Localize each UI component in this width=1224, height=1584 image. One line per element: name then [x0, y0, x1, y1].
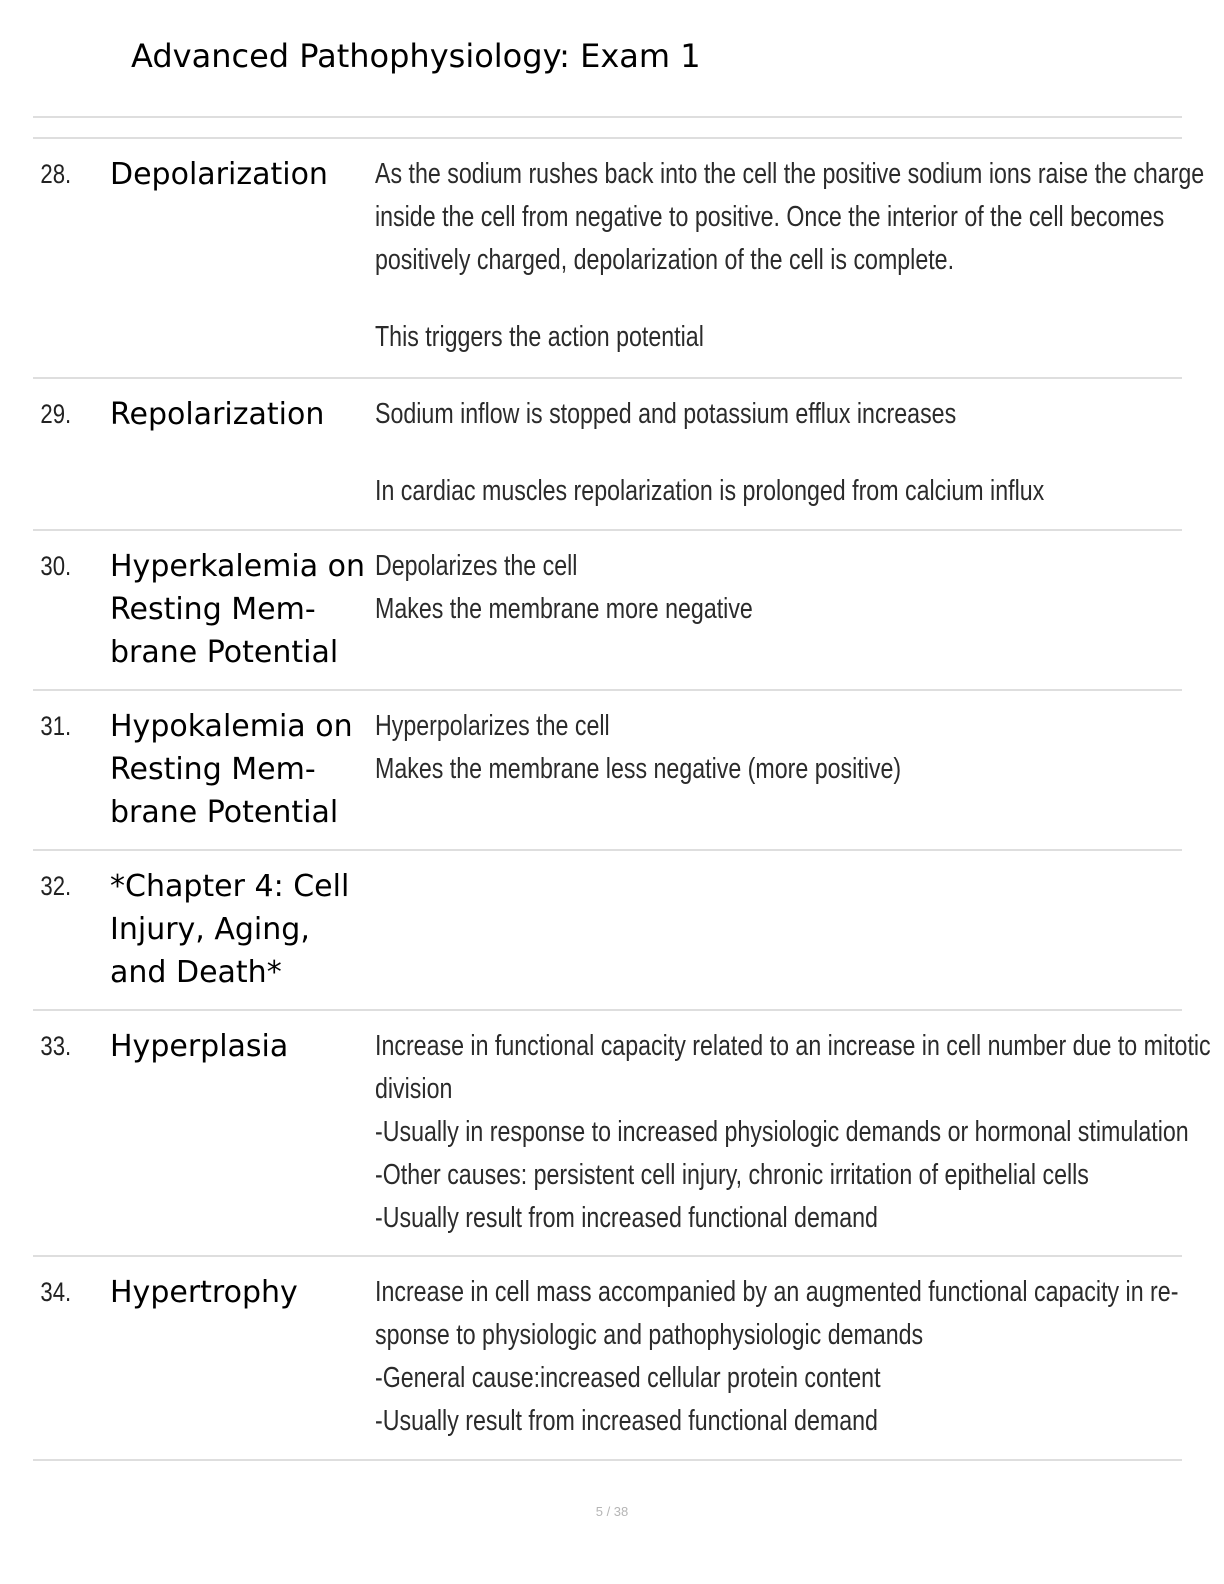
- card-number: 33.: [40, 1031, 72, 1061]
- card-definition-line: Makes the membrane less negative (more positive): [375, 753, 902, 785]
- card-definition-line: -Usually in response to increased physiologic demands or hormonal stimulation: [375, 1116, 1189, 1148]
- card-number: 30.: [40, 551, 72, 581]
- card-term: [110, 393, 375, 529]
- card-term-line: Depolarization: [110, 157, 328, 192]
- flashcard-row: [33, 1257, 1182, 1461]
- document-title: Advanced Pathophysiology: Exam 1: [131, 37, 701, 75]
- card-term-line: and Death*: [110, 955, 282, 990]
- definition-spacer: [375, 436, 1212, 470]
- card-term-line: Resting Mem-: [110, 752, 316, 787]
- card-definition: [375, 1025, 1224, 1255]
- flashcard-row: [33, 1011, 1211, 1257]
- page-indicator: 5 / 38: [595, 1504, 629, 1519]
- card-definition-line: division: [375, 1073, 453, 1105]
- card-definition-line: This triggers the action potential: [375, 321, 704, 353]
- card-term: [110, 545, 375, 689]
- card-definition-line: Sodium inflow is stopped and potassium efflux increases: [375, 398, 957, 430]
- card-definition: [375, 705, 1182, 849]
- card-term-line: *Chapter 4: Cell: [110, 869, 350, 904]
- card-definition-line: Hyperpolarizes the cell: [375, 710, 610, 742]
- card-definition: [375, 393, 1212, 529]
- card-definition-line: -General cause:increased cellular protein content: [375, 1362, 881, 1394]
- card-definition: [375, 865, 1182, 1009]
- card-term: [110, 1025, 375, 1255]
- card-number: 34.: [40, 1277, 72, 1307]
- card-definition-line: Increase in cell mass accompanied by an augmented functional capacity in re-: [375, 1276, 1179, 1308]
- card-term: [110, 705, 375, 849]
- card-definition-line: -Usually result from increased functional demand: [375, 1202, 878, 1234]
- definition-spacer: [375, 282, 1224, 316]
- card-definition-line: positively charged, depolarization of the cell is complete.: [375, 244, 955, 276]
- card-definition-line: -Usually result from increased functional demand: [375, 1405, 878, 1437]
- card-number: 28.: [40, 159, 72, 189]
- card-term-line: Hypertrophy: [110, 1275, 298, 1310]
- card-term-line: Injury, Aging,: [110, 912, 310, 947]
- card-term: [110, 153, 375, 377]
- card-term-line: Repolarization: [110, 397, 325, 432]
- card-term-line: Hypokalemia on: [110, 709, 353, 744]
- card-definition-line: As the sodium rushes back into the cell the positive sodium ions raise the charge: [375, 158, 1205, 190]
- card-term-line: Hyperkalemia on: [110, 549, 366, 584]
- card-definition: [375, 153, 1224, 377]
- card-definition-line: inside the cell from negative to positive. Once the interior of the cell becomes: [375, 201, 1165, 233]
- flashcard-list: [33, 137, 1211, 1461]
- header-divider: [33, 116, 1182, 118]
- card-definition-line: sponse to physiologic and pathophysiologic demands: [375, 1319, 924, 1351]
- card-term-line: brane Potential: [110, 795, 339, 830]
- card-term: [110, 1271, 375, 1459]
- flashcard-row: [33, 379, 1182, 531]
- card-definition-line: Increase in functional capacity related to an increase in cell number due to mitotic: [375, 1030, 1211, 1062]
- card-definition: [375, 1271, 1224, 1459]
- card-number: 31.: [40, 711, 72, 741]
- card-number: 29.: [40, 399, 72, 429]
- flashcard-row: [33, 531, 1182, 691]
- card-term-line: Hyperplasia: [110, 1029, 289, 1064]
- flashcard-row: [33, 691, 1182, 851]
- card-term-line: Resting Mem-: [110, 592, 316, 627]
- card-definition-line: In cardiac muscles repolarization is prolonged from calcium influx: [375, 475, 1045, 507]
- flashcard-row: [33, 851, 1182, 1011]
- card-definition: [375, 545, 1182, 689]
- card-definition-line: Makes the membrane more negative: [375, 593, 753, 625]
- card-definition-line: -Other causes: persistent cell injury, chronic irritation of epithelial cells: [375, 1159, 1089, 1191]
- flashcard-row: [33, 139, 1205, 379]
- card-term: [110, 865, 375, 1009]
- card-definition-line: Depolarizes the cell: [375, 550, 578, 582]
- card-term-line: brane Potential: [110, 635, 339, 670]
- card-number: 32.: [40, 871, 72, 901]
